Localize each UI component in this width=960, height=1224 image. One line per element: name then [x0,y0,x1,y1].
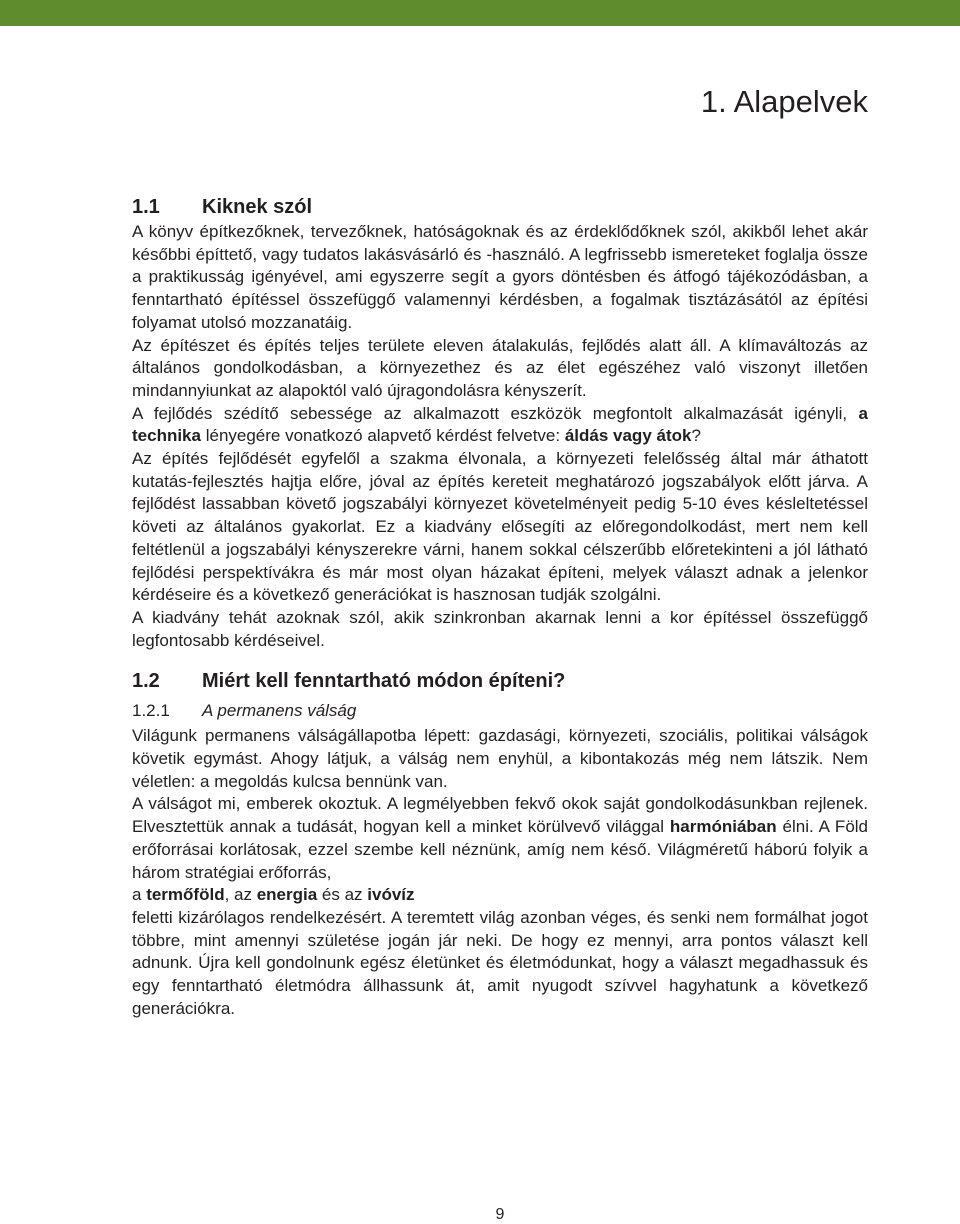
section-number: 1.2 [132,670,160,693]
paragraph: feletti kizárólagos rendelkezésért. A teremtett világ azonban véges, és senki nem formálhat jogot többre, mint amennyi születése jogán jár neki. De hogy ez mennyi, arra pontos választ kell adnunk. Újra kell gondolnunk egész életünket és életmódunkat, hogy a választ megadhassuk és egy fenntartható életmódra állhassunk át, amit nyugodt szívvel hagyhatunk a következő generációkra. [132,907,868,1018]
paragraph: Az építés fejlődését egyfelől a szakma élvonala, a környezeti felelősség által már áthatott kutatás-fejlesztés hajtja előre, jóval az építés kereteit meghatározó jogszabályok előtt járva. A fejlődést lassabban követő jogszabályi környezet követelményeit pedig 5-10 éves késleltetéssel követi az általános gyakorlat. Ez a kiadvány elősegíti az előregondolkodást, mert nem kell feltétlenül a jogszabályi kényszerekre várni, hanem sokkal célszerűbb előretekinteni a jól látható fejlődési perspektívákra és már most olyan házakat építeni, melyek választ adnak a jelenkor kérdéseire és a következő generációkat is hasznosan tudják szolgálni. [132,449,868,605]
paragraph: Az építészet és építés teljes területe eleven átalakulás, fejlődés alatt áll. A klímaváltozás az általános gondolkodásban, a környezethez és az élet egészéhez való viszonyt illetően mindannyiunkat az alapoktól való újragondolásra kényszerít. [132,335,868,400]
bold-term: harmóniában [669,817,777,837]
header-color-bar [0,0,960,26]
bold-term: energia [256,885,318,905]
paragraph: A könyv építkezőknek, tervezőknek, hatóságoknak és az érdeklődőknek szól, akikből lehet akár későbbi építtető, vagy tudatos lakásvásárló és -használó. A legfrissebb ismereteket foglalja össze a praktikusság igényével, ami egyszerre segít a gyors döntésben és átfogó tájékozódásban, a fenntartható építéssel összefüggő valamennyi kérdésben, a fogalmak tisztázásától az építési folyamat utolsó mozzanatáig. [132,222,868,332]
text-run: ? [691,426,701,446]
text-run: A válságot mi, emberek okoztuk. A legmélyebben fekvő okok saját gondolkodásunkban rejlenek. Elvesztettük annak a tudását, hogyan kell a minket körülvevő világgal [132,794,868,837]
section-heading-1-1 [132,196,868,219]
text-run: A fejlődés szédítő sebessége az alkalmazott eszközök megfontolt alkalmazását igényli, [132,403,859,423]
text-run: élni. A Föld erőforrásai korlátosak, ezzel szembe kell néznünk, amíg nem késő. Világméretű háború folyik a három stratégiai erőforrás, [132,817,869,882]
bold-term: termőföld [146,885,225,905]
paragraph [132,884,868,907]
section-heading-1-2 [132,670,868,693]
bold-term: a technika [132,403,868,446]
bold-term: ivóvíz [367,885,415,905]
subsection-number: 1.2.1 [132,701,170,721]
section-number: 1.1 [132,196,160,218]
text-run: a [132,885,147,905]
bold-term: áldás vagy átok [564,426,692,446]
chapter-title: 1. Alapelvek [700,84,868,119]
text-run: lényegére vonatkozó alapvető kérdést felvetve: [200,426,565,446]
subsection-heading-1-2-1 [132,701,868,721]
subsection-title: A permanens válság [202,701,357,721]
text-run: , az [224,885,257,905]
paragraph [132,403,868,448]
page-content [132,196,868,1021]
paragraph: A kiadvány tehát azoknak szól, akik szinkronban akarnak lenni a kor építéssel összefüggő legfontosabb kérdéseivel. [132,607,868,650]
section-title: Kiknek szól [202,196,313,218]
text-run: és az [317,885,368,905]
paragraph: Világunk permanens válságállapotba lépett: gazdasági, környezeti, szociális, politikai válságok követik egymást. Ahogy látjuk, a válság nem enyhül, a kibontakozás még nem látszik. Nem véletlen: a megoldás kulcsa bennünk van. [132,726,868,791]
paragraph [132,793,868,884]
page-number: 9 [495,1206,505,1223]
section-title: Miért kell fenntartható módon építeni? [202,670,566,693]
